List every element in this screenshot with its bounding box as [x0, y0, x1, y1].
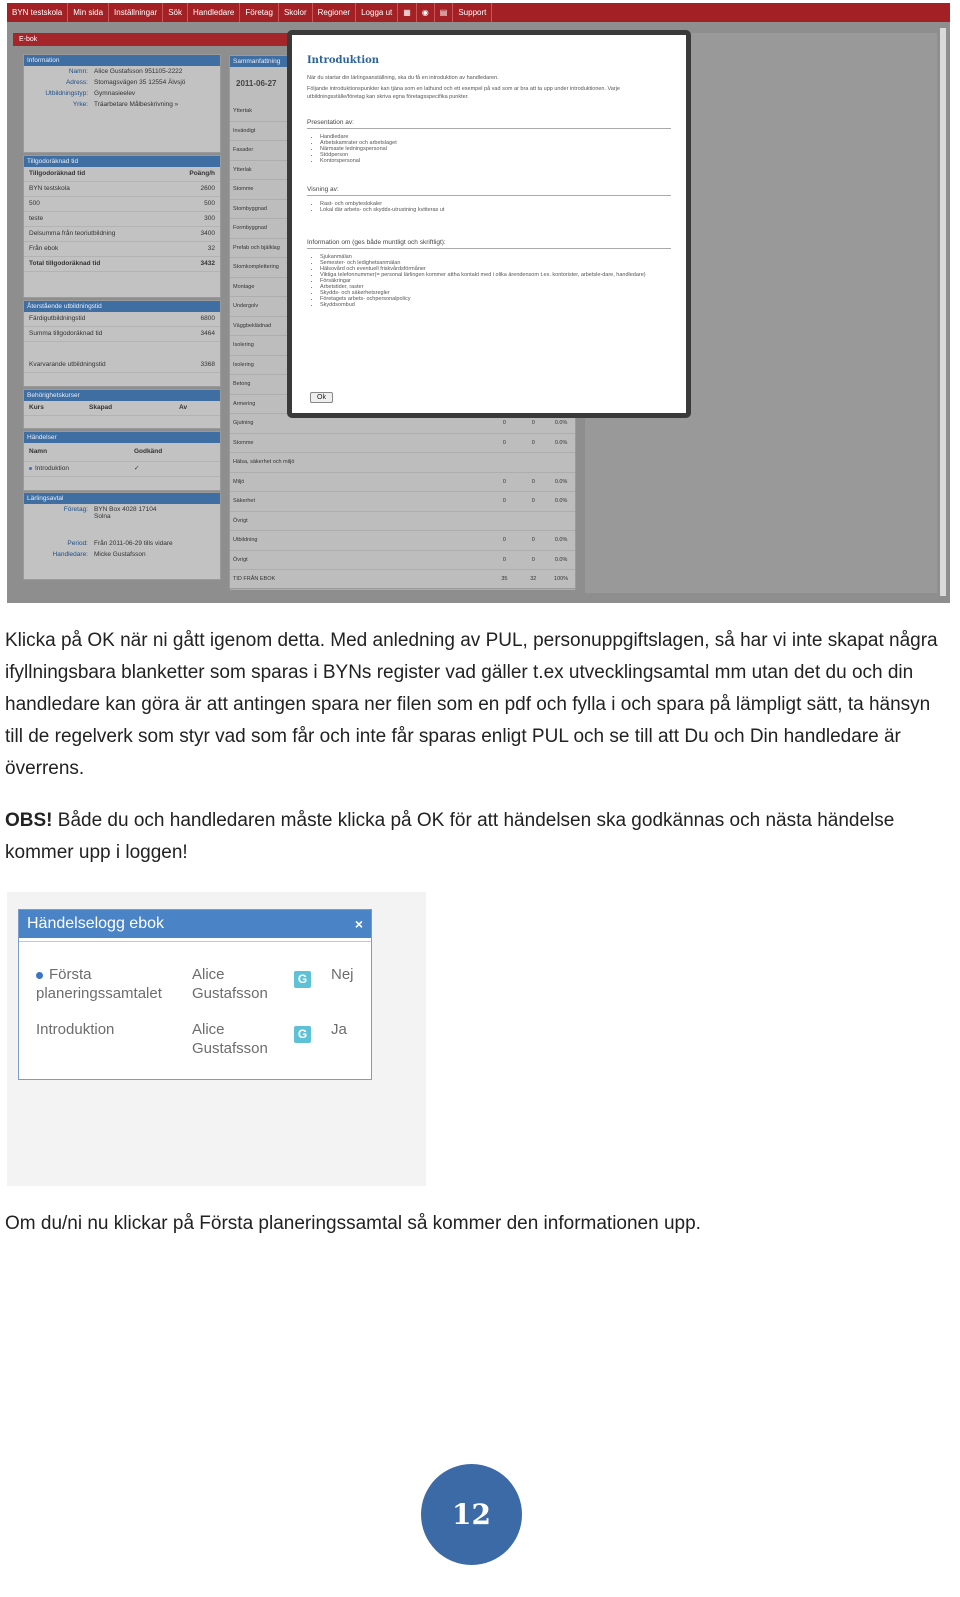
- panel-header: Lärlingsavtal: [24, 493, 220, 504]
- modal-list: [312, 134, 686, 164]
- summary-row: Isolering: [230, 356, 575, 376]
- info-row: Företag: BYN Box 4028 17104 Solna: [63, 506, 157, 520]
- modal-list-item: • Viktiga telefonnummer(= personal lärlingen kommer attha kontakt med i olika ärendensom t.ex. kontorister, arbetsle-dare, handledare): [320, 272, 686, 278]
- paragraph-instructions: Klicka på OK när ni gått igenom detta. Med anledning av PUL, personuppgiftslagen, så har vi inte skapat några ifyllningsbara blanketter som sparas i BYNs register vad gäller t.ex utvecklingsamtal mm utan det du och din handledare kan göra är att antingen spara ner filen som en pdf och fylla i och spara på lämpligt sätt, ta hänsyn till de regelverk som styr vad som får och inte får sparas enligt PUL och se till att Du och Din handledare är överrens.: [5, 630, 938, 779]
- table-header: Tillgodoräknad tid Poäng/h: [24, 167, 220, 182]
- summary-row: Miljö 0 0 0.0%: [230, 473, 575, 493]
- summary-row: Utbildning 0 0 0.0%: [230, 531, 575, 551]
- table-row: Från ebok 32: [24, 242, 220, 257]
- panel-header: Information: [24, 55, 220, 66]
- modal-text: Följande introduktionspunkter kan tjäna som en lathund och ett exempel på vad som ar bra att ta upp under introduktionen. Varje utbildningsställe/företag kan skriva egna företagsspecifika punkter.: [307, 86, 620, 100]
- aterstaende-panel: [23, 300, 221, 387]
- introduction-modal: [287, 30, 691, 418]
- summary-date: 2011-06-27: [236, 79, 277, 88]
- active-dot-icon: [36, 972, 43, 979]
- obs-text: Både du och handledaren måste klicka på OK för att händelsen ska godkännas och nästa händelse kommer upp i loggen!: [5, 810, 895, 863]
- table-row: Summa tillgodoräknad tid 3464: [24, 327, 220, 342]
- info-row: Yrke: Träarbetare Målbeskrivning »: [72, 101, 179, 108]
- summary-row: Invändigt: [230, 122, 575, 142]
- summary-row: Gjutning 0 0 0.0%: [230, 414, 575, 434]
- flag-icon[interactable]: ▦: [398, 3, 417, 22]
- print-icon[interactable]: ▤: [435, 3, 454, 22]
- modal-list-item: • Hälsovård och eventuell friskvårdsförmåner: [320, 266, 686, 272]
- tillgodo-panel: [23, 155, 221, 298]
- larlingsavtal-panel: [23, 492, 221, 580]
- info-row: Adress: Stomagsvägen 35 12554 Älvsjö: [65, 79, 186, 86]
- modal-list-item: • Skyddsombud: [320, 302, 686, 308]
- info-row: Handledare: Micke Gustafsson: [52, 551, 146, 558]
- ok-button[interactable]: Ok: [310, 392, 333, 403]
- event-name[interactable]: Introduktion: [36, 1021, 115, 1038]
- event-log-screenshot: [7, 892, 426, 1186]
- summary-row: Prefab och bjälklag: [230, 239, 575, 259]
- event-log-window: [18, 909, 372, 1080]
- modal-list-item: • Arbetstider, raster: [320, 284, 686, 290]
- summary-row: Armering: [230, 395, 575, 415]
- table-row: Delsumma från teoriutbildning 3400: [24, 227, 220, 242]
- bullet-icon: [29, 467, 32, 470]
- panel-header: Sammanfattning: [230, 56, 575, 67]
- summary-row: Undergolv: [230, 297, 575, 317]
- scrollbar[interactable]: [940, 28, 946, 596]
- modal-title: Introduktion: [307, 55, 380, 66]
- panel-header: Händelser: [24, 432, 220, 443]
- nav-item[interactable]: BYN testskola: [7, 3, 68, 22]
- summary-row: Stombyggnad: [230, 200, 575, 220]
- modal-list-item: • Arbetskamrater och arbetslaget: [320, 140, 686, 146]
- summary-row: Formbyggnad: [230, 219, 575, 239]
- modal-list: [312, 254, 686, 308]
- event-person: Alice Gustafsson: [192, 1021, 268, 1057]
- nav-item[interactable]: Min sida: [68, 3, 109, 22]
- nav-item[interactable]: Skolor: [279, 3, 313, 22]
- info-row: Namn: Alice Gustafsson 951105-2222: [68, 68, 183, 75]
- summary-row: Stomkomplettering: [230, 258, 575, 278]
- event-row[interactable]: [19, 965, 371, 1015]
- nav-item[interactable]: Handledare: [188, 3, 240, 22]
- info-row: Period: Från 2011-06-29 tills vidare: [67, 540, 173, 547]
- table-header: Namn Godkänd: [24, 443, 220, 462]
- modal-text: När du startar din lärlingsanställning, ska du få en introduktion av handledaren.: [307, 75, 499, 81]
- information-panel: [23, 54, 221, 153]
- handelser-panel: [23, 431, 221, 491]
- page-number: 12: [421, 1464, 522, 1565]
- g-badge-icon: G: [294, 1026, 311, 1043]
- panel-header: Behörighetskurser: [24, 390, 220, 401]
- panel-header: Återstående utbildningstid: [24, 301, 220, 312]
- modal-section-heading: Presentation av:: [307, 119, 671, 129]
- modal-list-item: • Närmaste ledningspersonal: [320, 146, 686, 152]
- summary-row: Stomme: [230, 180, 575, 200]
- nav-item[interactable]: Sök: [163, 3, 188, 22]
- modal-list-item: • Företagets arbets- ochpersonalpolicy: [320, 296, 686, 302]
- event-row[interactable]: [19, 1020, 371, 1070]
- modal-list-item: • Kontorspersonal: [320, 158, 686, 164]
- modal-section-heading: Information om (ges både muntligt och skriftligt):: [307, 239, 671, 249]
- modal-list-item: • Sjukanmälan: [320, 254, 686, 260]
- nav-item[interactable]: Företag: [240, 3, 279, 22]
- summary-row: Ytterlak: [230, 161, 575, 181]
- g-badge-icon: G: [294, 971, 311, 988]
- modal-list-item: • Rast- och ombyteslokaler: [320, 201, 686, 207]
- event-log-header: [19, 910, 371, 938]
- panel-header: Tillgodoräknad tid: [24, 156, 220, 167]
- paragraph-next-step: Om du/ni nu klickar på Första planeringssamtal så kommer den informationen upp.: [5, 1213, 701, 1234]
- modal-list-item: • Skydds- och säkerhetsregler: [320, 290, 686, 296]
- summary-row: TID FRÅN EBOK 35 32 100%: [230, 570, 575, 590]
- info-row: Utbildningstyp: Gymnasieelev: [45, 90, 136, 97]
- modal-list-item: • Försäkringar: [320, 278, 686, 284]
- table-row: 500 500: [24, 197, 220, 212]
- event-status: Nej: [331, 966, 354, 983]
- event-log-title: Händelselogg ebok: [27, 915, 164, 932]
- nav-item[interactable]: Logga ut: [356, 3, 398, 22]
- summary-row: Yttertak: [230, 102, 575, 122]
- table-row[interactable]: Introduktion ✓: [24, 462, 220, 477]
- summary-row: Hälsa, säkerhet och miljö: [230, 453, 575, 473]
- table-row: BYN testskola 2600: [24, 182, 220, 197]
- checkbox-icon: ✓: [134, 465, 140, 472]
- paragraph-obs: [5, 805, 950, 869]
- summary-row: Säkerhet 0 0 0.0%: [230, 492, 575, 512]
- table-row: Kvarvarande utbildningstid 3368: [24, 358, 220, 373]
- table-header: Kurs Skapad Av: [24, 401, 220, 416]
- help-icon[interactable]: ◉: [417, 3, 435, 22]
- summary-row: Betong: [230, 375, 575, 395]
- modal-section-heading: Visning av:: [307, 186, 671, 196]
- nav-item[interactable]: Regioner: [313, 3, 356, 22]
- modal-list-item: • Lokal där arbets- och skydds-utrustning kvitteras ut: [320, 207, 686, 213]
- event-person: Alice Gustafsson: [192, 966, 268, 1002]
- summary-row: Övrigt: [230, 512, 575, 532]
- summary-row: Övrigt 0 0 0.0%: [230, 551, 575, 571]
- table-row: Total tillgodoräknad tid 3432: [24, 257, 220, 272]
- modal-list-item: • Semester- och ledighetsanmälan: [320, 260, 686, 266]
- summary-row: Isolering: [230, 336, 575, 356]
- top-navigation: [7, 3, 950, 22]
- divider: [19, 941, 371, 942]
- summary-row: Stomme 0 0 0.0%: [230, 434, 575, 454]
- event-name[interactable]: Första planeringssamtalet: [36, 966, 162, 1002]
- behorighet-panel: [23, 389, 221, 429]
- obs-label: OBS!: [5, 810, 53, 831]
- event-status: Ja: [331, 1021, 347, 1038]
- summary-row: Montage: [230, 278, 575, 298]
- close-icon[interactable]: ×: [354, 916, 363, 932]
- summary-row: Väggbeklädnad: [230, 317, 575, 337]
- modal-list-item: • Stödperson: [320, 152, 686, 158]
- nav-item[interactable]: Inställningar: [109, 3, 163, 22]
- table-row: Färdigutbildningstid 6800: [24, 312, 220, 327]
- modal-list: [312, 201, 686, 213]
- modal-list-item: • Handledare: [320, 134, 686, 140]
- summary-row: Fasader: [230, 141, 575, 161]
- ebok-screenshot: [7, 3, 950, 603]
- nav-item[interactable]: Support: [453, 3, 492, 22]
- table-row: teste 300: [24, 212, 220, 227]
- ebok-bar: E-bok: [13, 33, 605, 46]
